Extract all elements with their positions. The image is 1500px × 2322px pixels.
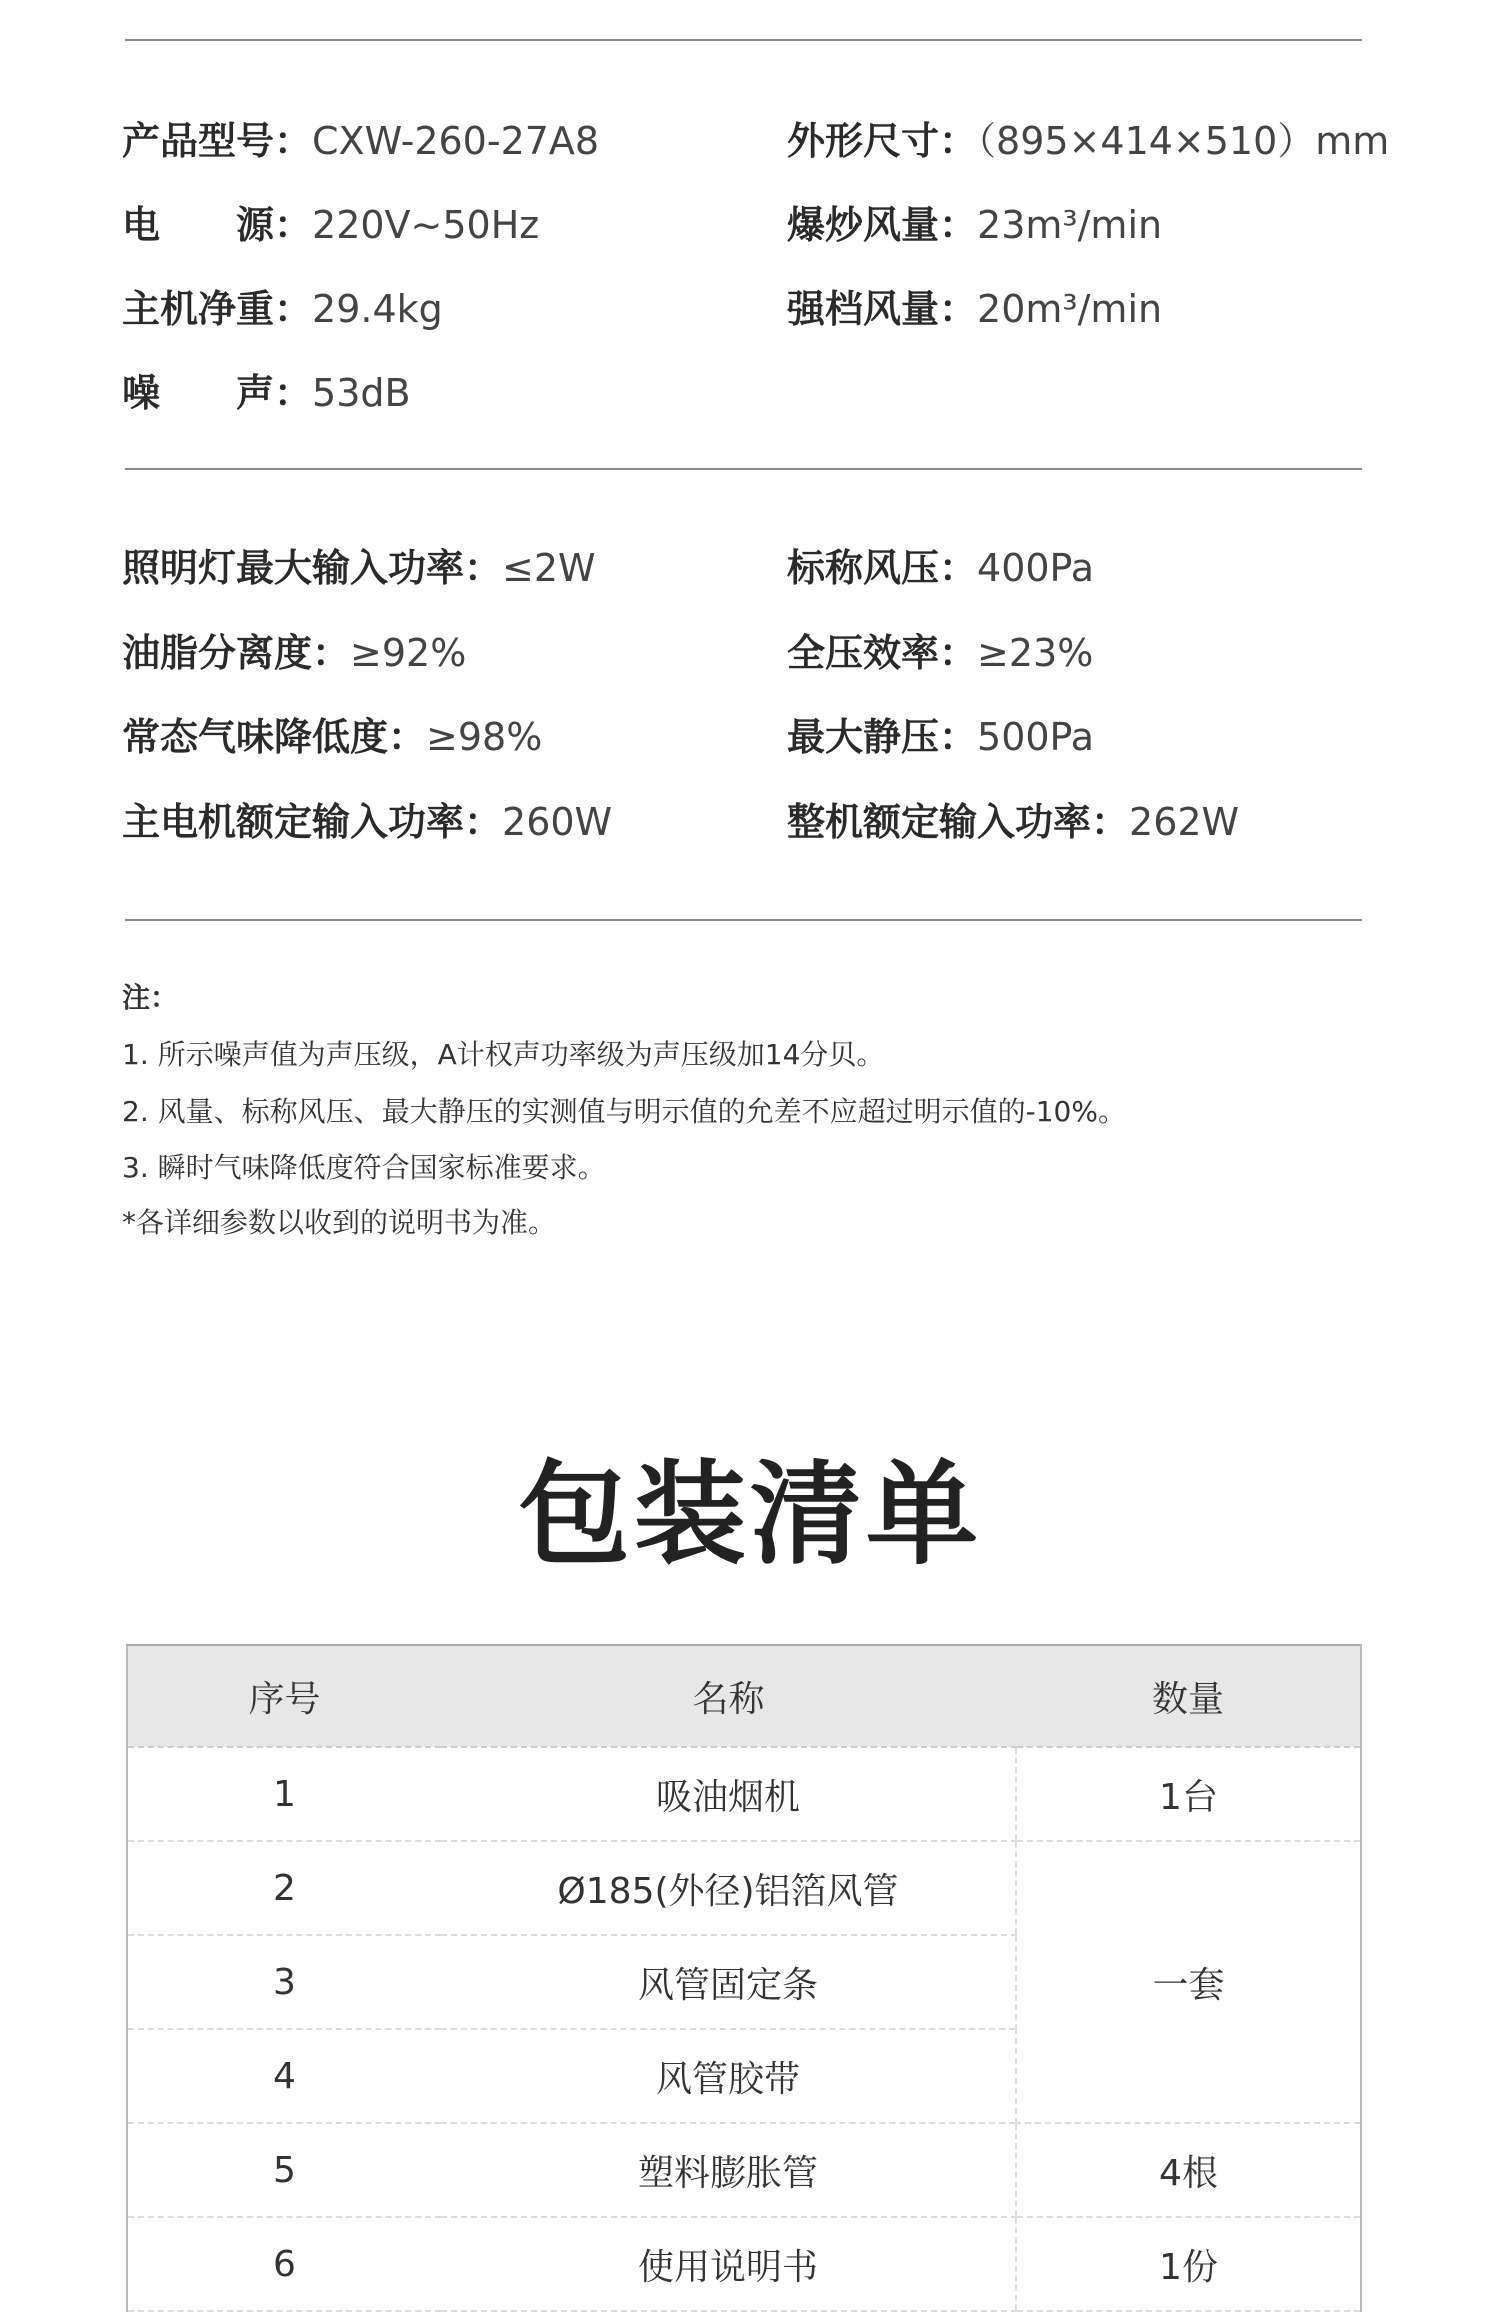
- note-item: 3. 瞬时气味降低度符合国家标准要求。: [122, 1151, 606, 1184]
- note-item: 1. 所示噪声值为声压级，A计权声功率级为声压级加14分贝。: [122, 1038, 885, 1071]
- spec-power: [122, 203, 540, 247]
- cell-index: 6: [127, 2217, 441, 2311]
- divider: [125, 39, 1362, 41]
- table-row: [127, 1841, 1361, 1935]
- divider: [125, 468, 1362, 470]
- spec-size: [787, 119, 1390, 163]
- spec-boost-airflow: [787, 203, 1163, 247]
- spec-model: [122, 119, 600, 163]
- spec-label: 电 源：: [122, 203, 313, 247]
- note-item: 2. 风量、标称风压、最大静压的实测值与明示值的允差不应超过明示值的-10%。: [122, 1095, 1126, 1128]
- cell-index: 5: [127, 2123, 441, 2217]
- spec-value: ≥92%: [350, 631, 467, 675]
- spec-value: 400Pa: [977, 546, 1095, 590]
- header-quantity: 数量: [1016, 1645, 1361, 1747]
- cell-quantity: 4根: [1016, 2123, 1361, 2217]
- spec-value: CXW-260-27A8: [312, 119, 600, 163]
- notes-heading: 注：: [122, 981, 179, 1014]
- cell-quantity: 一套: [1016, 1841, 1361, 2123]
- table-row: [127, 2123, 1361, 2217]
- spec-value: 20m³/min: [977, 287, 1163, 331]
- spec-value: 260W: [502, 800, 613, 844]
- cell-quantity: 1台: [1016, 1747, 1361, 1841]
- spec-label: 照明灯最大输入功率：: [122, 546, 503, 590]
- spec-value: ≥98%: [426, 715, 543, 759]
- cell-name: 塑料膨胀管: [441, 2123, 1016, 2217]
- spec-value: 29.4kg: [312, 287, 443, 331]
- spec-value: 23m³/min: [977, 203, 1163, 247]
- packing-list-title: 包装清单: [518, 1450, 982, 1580]
- cell-name: 风管固定条: [441, 1935, 1016, 2029]
- spec-value: 220V~50Hz: [312, 203, 540, 247]
- spec-value: 262W: [1129, 800, 1240, 844]
- spec-max-static-pressure: [787, 715, 1095, 759]
- cell-index: 4: [127, 2029, 441, 2123]
- cell-index: 2: [127, 1841, 441, 1935]
- spec-value: ≤2W: [502, 546, 596, 590]
- cell-name: 风管胶带: [441, 2029, 1016, 2123]
- header-index: 序号: [127, 1645, 441, 1747]
- spec-label: 最大静压：: [787, 715, 978, 759]
- spec-value: ≥23%: [977, 631, 1094, 675]
- spec-noise: [122, 371, 411, 415]
- spec-light-power: [122, 546, 596, 590]
- spec-label: 全压效率：: [787, 631, 978, 675]
- cell-quantity: 1份: [1016, 2217, 1361, 2311]
- cell-index: 3: [127, 1935, 441, 2029]
- packing-list-table: [126, 1644, 1362, 2312]
- table-row: [127, 2217, 1361, 2311]
- spec-high-airflow: [787, 287, 1163, 331]
- spec-value: （895×414×510）mm: [977, 119, 1390, 163]
- spec-label: 标称风压：: [787, 546, 978, 590]
- table-header-row: [127, 1645, 1361, 1747]
- note-item: *各详细参数以收到的说明书为准。: [122, 1206, 557, 1239]
- spec-label: 外形尺寸：: [787, 119, 978, 163]
- spec-label: 整机额定输入功率：: [787, 800, 1130, 844]
- cell-name: 使用说明书: [441, 2217, 1016, 2311]
- spec-grease-separation: [122, 631, 467, 675]
- spec-label: 噪 声：: [122, 371, 313, 415]
- spec-value: 500Pa: [977, 715, 1095, 759]
- spec-label: 主机净重：: [122, 287, 313, 331]
- spec-label: 主电机额定输入功率：: [122, 800, 503, 844]
- spec-label: 常态气味降低度：: [122, 715, 427, 759]
- table-row: [127, 1747, 1361, 1841]
- spec-odor-reduction: [122, 715, 543, 759]
- spec-rated-pressure: [787, 546, 1095, 590]
- spec-motor-power: [122, 800, 613, 844]
- spec-label: 强档风量：: [787, 287, 978, 331]
- cell-name: 吸油烟机: [441, 1747, 1016, 1841]
- spec-total-power: [787, 800, 1240, 844]
- cell-index: 1: [127, 1747, 441, 1841]
- spec-weight: [122, 287, 443, 331]
- spec-label: 爆炒风量：: [787, 203, 978, 247]
- spec-value: 53dB: [312, 371, 411, 415]
- divider: [125, 919, 1362, 921]
- cell-name: Ø185(外径)铝箔风管: [441, 1841, 1016, 1935]
- spec-label: 产品型号：: [122, 119, 313, 163]
- header-name: 名称: [441, 1645, 1016, 1747]
- spec-efficiency: [787, 631, 1094, 675]
- spec-label: 油脂分离度：: [122, 631, 351, 675]
